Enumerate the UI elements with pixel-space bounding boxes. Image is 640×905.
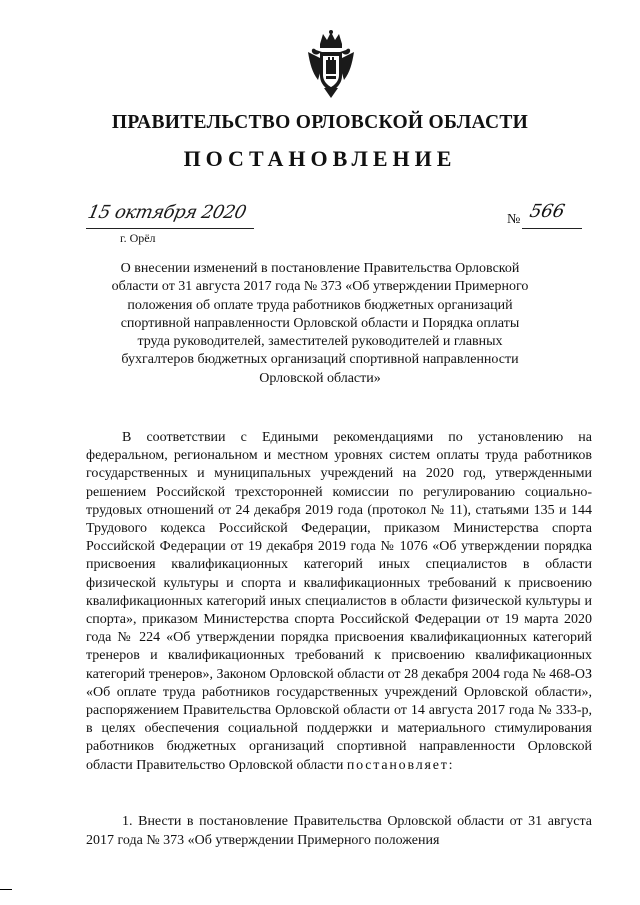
item-1-paragraph: 1. Внести в постановление Правительства Орловской области от 31 августа 2017 года № 373 «Об утверждении Примерного положения [86,814,592,848]
city-label: г. Орёл [120,231,156,245]
page-margin-mark [0,889,12,890]
handwritten-date: 15 октября 2020 [85,202,248,223]
preamble-text: В соответствии с Едиными рекомендациями по установлению на федеральном, региональном и местном уровнях систем оплаты труда работников государственных и муниципальных учреждений на 2020 год, утвержденными решением Российской трехсторонней комиссии по регулированию социально-трудовых отношений от 24 декабря 2019 года (протокол № 11), статьями 135 и 144 Трудового кодекса Российской Федерации, приказом Министерства спорта Российской Федерации от 19 декабря 2019 года № 1076 «Об утверждении порядка присвоения квалификационных категорий иных специалистов в области физической культуры и спорта и квалификационных требований к присвоению квалификационных категорий иных специалистов в области физической культуры и спорта», приказом Министерства спорта Российской Федерации от 19 марта 2020 года № 224 «Об утверждении порядка присвоения квалификационных категорий тренеров и квалификационных требований к присвоению квалификационных категорий тренеров», Законом Орловской области от 28 декабря 2004 года № 468-ОЗ «Об оплате труда работников государственных учреждений Орловской области», распоряжением Правительства Орловской области от 14 августа 2017 года № 333-р, в целях обеспечения социальной поддержки и материального стимулирования работников бюджетных организаций спортивной направленности Орловской области Правительство Орловской области [86,430,592,773]
handwritten-number: 566 [527,201,567,222]
preamble-paragraph [86,429,592,775]
document-type-title: ПОСТАНОВЛЕНИЕ [183,146,457,171]
date-underline [86,228,254,229]
number-underline [522,228,582,229]
organization-title: ПРАВИТЕЛЬСТВО ОРЛОВСКОЙ ОБЛАСТИ [111,112,529,133]
document-subject: О внесении изменений в постановление Правительства Орловской области от 31 августа 2017 года № 373 «Об утверждении Примерного положения об оплате труда работников бюджетных организаций спортивной направленности Орловской области и Порядка оплаты труда руководителей, заместителей руководителей и главных бухгалтеров бюджетных организаций спортивной направленности Орловской области» [111,261,529,386]
number-label: № [507,212,521,227]
decree-word: постановляет: [346,757,455,773]
coat-of-arms-icon [306,30,356,98]
